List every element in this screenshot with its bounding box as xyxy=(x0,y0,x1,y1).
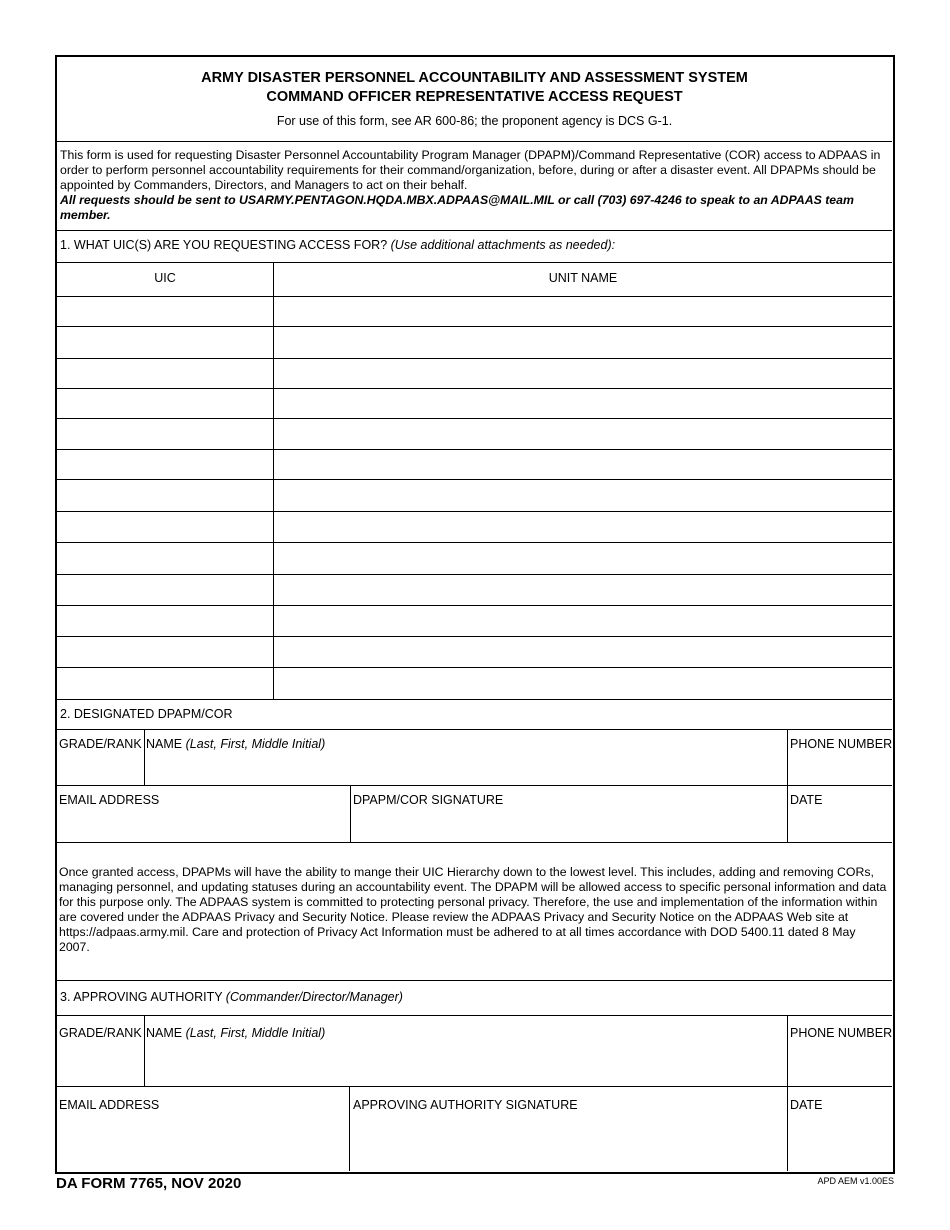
divider xyxy=(57,1015,892,1016)
dpapm-signature-field[interactable] xyxy=(353,809,785,839)
dpapm-name-field[interactable] xyxy=(147,753,785,783)
approver-date-label: DATE xyxy=(790,1098,823,1112)
intro-paragraph xyxy=(60,148,892,223)
approver-grade-rank-field[interactable] xyxy=(59,1043,142,1083)
uic-field[interactable] xyxy=(59,481,271,509)
dpapm-email-field[interactable] xyxy=(59,809,347,839)
table-row-divider xyxy=(57,542,892,543)
column-divider xyxy=(787,1015,788,1171)
uic-field[interactable] xyxy=(59,544,271,572)
approver-email-label: EMAIL ADDRESS xyxy=(59,1098,160,1112)
unit-name-field[interactable] xyxy=(276,390,890,416)
column-divider xyxy=(273,262,274,699)
unit-name-field[interactable] xyxy=(276,481,890,509)
intro-contact-text: All requests should be sent to USARMY.PENTAGON.HQDA.MBX.ADPAAS@MAIL.MIL or call (703) 697-4246 to speak to an ADPAAS team member. xyxy=(60,193,854,222)
dpapm-signature-label: DPAPM/COR SIGNATURE xyxy=(353,793,504,807)
form-title-line2: COMMAND OFFICER REPRESENTATIVE ACCESS REQUEST xyxy=(266,89,683,105)
uic-field[interactable] xyxy=(59,420,271,447)
col-header-uic: UIC xyxy=(154,271,176,285)
unit-name-field[interactable] xyxy=(276,607,890,634)
section2-label: 2. DESIGNATED DPAPM/COR xyxy=(60,707,233,721)
table-row-divider xyxy=(57,636,892,637)
dpapm-grade-rank-field[interactable] xyxy=(59,753,142,783)
unit-name-field[interactable] xyxy=(276,420,890,447)
divider xyxy=(57,230,892,231)
dpapm-phone-label: PHONE NUMBER xyxy=(790,737,893,751)
dpapm-name-label: NAME (Last, First, Middle Initial) xyxy=(146,737,326,751)
divider xyxy=(57,141,892,142)
uic-field[interactable] xyxy=(59,390,271,416)
uic-field[interactable] xyxy=(59,576,271,603)
table-row-divider xyxy=(57,479,892,480)
approver-name-field[interactable] xyxy=(147,1043,785,1083)
table-row-divider xyxy=(57,667,892,668)
table-row-divider xyxy=(57,574,892,575)
approver-email-field[interactable] xyxy=(59,1115,347,1167)
form-version: APD AEM v1.00ES xyxy=(817,1176,894,1186)
uic-field[interactable] xyxy=(59,360,271,386)
uic-field[interactable] xyxy=(59,513,271,540)
table-row-divider xyxy=(57,511,892,512)
divider xyxy=(57,785,892,786)
column-divider xyxy=(349,1086,350,1171)
uic-field[interactable] xyxy=(59,669,271,697)
divider xyxy=(57,729,892,730)
table-row-divider xyxy=(57,418,892,419)
dpapm-email-label: EMAIL ADDRESS xyxy=(59,793,160,807)
approver-phone-label: PHONE NUMBER xyxy=(790,1026,893,1040)
uic-field[interactable] xyxy=(59,328,271,356)
approver-signature-label: APPROVING AUTHORITY SIGNATURE xyxy=(353,1098,578,1112)
access-request-form xyxy=(55,55,895,1174)
unit-name-field[interactable] xyxy=(276,576,890,603)
uic-field[interactable] xyxy=(59,451,271,477)
section3-label: 3. APPROVING AUTHORITY (Commander/Director/Manager) xyxy=(60,990,403,1004)
uic-field[interactable] xyxy=(59,607,271,634)
approver-signature-field[interactable] xyxy=(353,1115,785,1167)
unit-name-field[interactable] xyxy=(276,638,890,665)
approver-phone-field[interactable] xyxy=(790,1043,890,1083)
divider xyxy=(57,699,892,700)
table-row-divider xyxy=(57,358,892,359)
privacy-notice: Once granted access, DPAPMs will have the ability to mange their UIC Hierarchy down to the lowest level. This includes, adding and removing CORs, managing personnel, and updating statuses during an accountability event. The DPAPM will be allowed access to specific personal information and data for this purpose only. The ADPAAS system is committed to protecting personal privacy. Therefore, the use and implementation of the information within are covered under the ADPAAS Privacy and Security Notice. Please review the ADPAAS Privacy and Security Notice on the ADPAAS Web site at https://adpaas.army.mil. Care and protection of Privacy Act Information must be adhered to at all times accordance with DOD 5400.11 dated 8 May 2007. xyxy=(59,865,887,954)
dpapm-grade-rank-label: GRADE/RANK xyxy=(59,737,142,751)
column-divider xyxy=(350,785,351,842)
unit-name-field[interactable] xyxy=(276,298,890,324)
col-header-unit-name: UNIT NAME xyxy=(548,271,618,285)
table-row-divider xyxy=(57,449,892,450)
dpapm-date-field[interactable] xyxy=(790,809,890,839)
uic-field[interactable] xyxy=(59,638,271,665)
approver-name-label: NAME (Last, First, Middle Initial) xyxy=(146,1026,326,1040)
column-divider xyxy=(144,729,145,785)
uic-field[interactable] xyxy=(59,298,271,324)
divider xyxy=(57,262,892,263)
section1-label: 1. WHAT UIC(S) ARE YOU REQUESTING ACCESS FOR? (Use additional attachments as needed): xyxy=(60,238,616,252)
intro-text: This form is used for requesting Disaster Personnel Accountability Program Manager (DPAPM)/Command Representative (COR) access to ADPAAS in order to perform personnel accountability requirements for their command/organization, before, during or after a disaster event. All DPAPMs should be appointed by Commanders, Directors, and Managers to act on their behalf. xyxy=(60,148,881,192)
form-id: DA FORM 7765, NOV 2020 xyxy=(56,1175,242,1192)
form-subtitle: For use of this form, see AR 600-86; the proponent agency is DCS G-1. xyxy=(276,114,673,128)
divider xyxy=(57,1086,892,1087)
approver-grade-rank-label: GRADE/RANK xyxy=(59,1026,142,1040)
unit-name-field[interactable] xyxy=(276,669,890,697)
column-divider xyxy=(144,1015,145,1086)
unit-name-field[interactable] xyxy=(276,451,890,477)
divider xyxy=(57,842,892,843)
unit-name-field[interactable] xyxy=(276,328,890,356)
unit-name-field[interactable] xyxy=(276,513,890,540)
unit-name-field[interactable] xyxy=(276,544,890,572)
form-title-line1: ARMY DISASTER PERSONNEL ACCOUNTABILITY AND ASSESSMENT SYSTEM xyxy=(201,70,748,86)
table-row-divider xyxy=(57,388,892,389)
table-row-divider xyxy=(57,326,892,327)
dpapm-phone-field[interactable] xyxy=(790,753,890,783)
dpapm-date-label: DATE xyxy=(790,793,823,807)
divider xyxy=(57,980,892,981)
approver-date-field[interactable] xyxy=(790,1115,890,1167)
table-row-divider xyxy=(57,296,892,297)
unit-name-field[interactable] xyxy=(276,360,890,386)
table-row-divider xyxy=(57,605,892,606)
